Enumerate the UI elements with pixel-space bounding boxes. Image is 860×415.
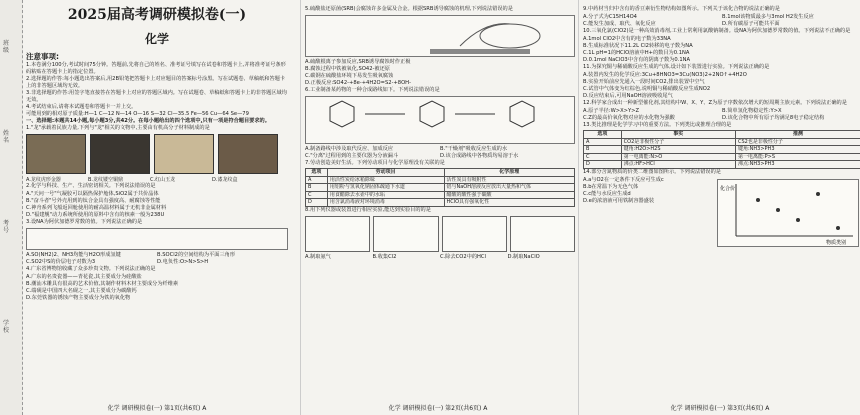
chart-x-label: 物质类别 bbox=[826, 239, 847, 246]
margin-label-name: 姓名 bbox=[3, 130, 10, 144]
table-cell: 沸点:HF>HCl bbox=[621, 161, 735, 169]
subject-title: 化学 bbox=[144, 32, 169, 46]
option: B.简单氢化物稳定性:Y>X bbox=[722, 108, 782, 114]
exam-title: 2025届高考调研模拟卷(一) bbox=[67, 7, 247, 23]
question-7: 7.劳动创造美好生活。下列劳动项目与化学原理没有关联的是 bbox=[305, 160, 445, 166]
table-cell: HClO具有强氧化性 bbox=[444, 199, 575, 207]
column-3 bbox=[578, 0, 860, 415]
option: D.该合成路线中各物质均易溶于水 bbox=[440, 153, 519, 159]
caption-d: D.制取NaClO bbox=[507, 253, 540, 260]
option: C.碳钢在硫酸盐环境下易发生吸氧腐蚀 bbox=[305, 73, 394, 79]
table-header: 选项 bbox=[584, 131, 622, 139]
apparatus-row bbox=[305, 216, 575, 252]
synthesis-route-svg bbox=[306, 97, 574, 143]
corrosion-diagram-svg bbox=[306, 16, 574, 56]
q14-options bbox=[583, 177, 713, 247]
question-2: 2.化学与科技、生产、生活密切相关。下列说法错误的是 bbox=[26, 183, 156, 189]
option: A.装置内发生的化学反应:3Cu+8HNO3=3Cu(NO3)2+2NO↑+4H2O bbox=[583, 72, 747, 78]
artifact-captions bbox=[26, 176, 288, 183]
option: C.c能与水反应生成d bbox=[583, 190, 631, 197]
question-12: 12.科学家合成出一种新型催化剂,其结构中W、X、Y、Z为原子序数依次增大的短周期主族元素。下列说法正确的是 bbox=[583, 100, 847, 106]
artifact-image-d bbox=[218, 134, 278, 174]
table-header: 推测 bbox=[735, 131, 860, 139]
table-cell: B bbox=[306, 184, 328, 192]
option: B.潮汕木雕具有很高的艺术价值,其制作材料木材主要成分为纤维素 bbox=[26, 281, 179, 287]
option: C.神舟系列飞船返回舱使用的耐高温材料属于无机非金属材料 bbox=[26, 205, 167, 211]
q9-options bbox=[583, 14, 860, 28]
option: C.1L pH=1的HClO溶液中H+的数目为0.1NA bbox=[583, 50, 690, 56]
table-cell: 用食醋除去水壶中的水垢 bbox=[327, 191, 444, 199]
option: D.正极反应:SO42-+8e-+4H2O=S2-+8OH- bbox=[305, 80, 411, 86]
page-footer: 化学 调研模拟卷(一) 第1页(共6页) A bbox=[107, 405, 207, 412]
question-14: 14.部分含氮物质的价类二维图如图所示。下列说法错误的是 bbox=[583, 168, 721, 175]
table-header: 选项 bbox=[306, 169, 328, 177]
option: B.腐蚀过程中铁被氧化,SO42-被还原 bbox=[305, 66, 390, 72]
table-row bbox=[306, 199, 575, 207]
margin-label-class: 班级 bbox=[3, 40, 10, 54]
analogy-table bbox=[583, 130, 860, 169]
option: B."奋斗者"号外壳用到的钛合金具有强度高、耐腐蚀等性能 bbox=[26, 198, 161, 204]
question-6: 6.工业制备某药物的一种合成路线如下。下列说法错误的是 bbox=[305, 87, 440, 93]
note-item: 4.考试结束后,请将本试题卷和答题卡一并上交。 bbox=[26, 104, 137, 110]
table-row bbox=[306, 184, 575, 192]
table-row bbox=[584, 153, 860, 161]
table-cell: 第一电离能:N>O bbox=[621, 153, 735, 161]
option: D.e的浓溶液可用铁制容器盛装 bbox=[583, 197, 655, 204]
table-header: 劳动项目 bbox=[327, 169, 444, 177]
table-cell: 活性炭具有吸附性 bbox=[444, 176, 575, 184]
corrosion-diagram bbox=[305, 15, 575, 57]
table-cell: 用铝粉与氢氧化钠固体疏通下水道 bbox=[327, 184, 444, 192]
table-cell: 沸点:NH3>PH3 bbox=[735, 161, 860, 169]
table-cell: 用含氯消毒液对环境消毒 bbox=[327, 199, 444, 207]
option: B."干燥剂"吸收反应生成的水 bbox=[440, 146, 508, 152]
table-cell: A bbox=[584, 138, 622, 146]
option: A.制备路线中涉及取代反应、加成反应 bbox=[305, 146, 394, 152]
option: D.0.1mol NaClO3中含有的阴离子数为0.1NA bbox=[583, 57, 691, 63]
caption-a: A.制取氨气 bbox=[305, 253, 331, 260]
table-header: 事实 bbox=[621, 131, 735, 139]
table-cell: 醋酸的酸性强于碳酸 bbox=[444, 191, 575, 199]
table-cell: 铝与NaOH溶液反应放出大量热和气体 bbox=[444, 184, 575, 192]
q3-options bbox=[26, 252, 288, 266]
option: B.b在常温下为无色气体 bbox=[583, 183, 639, 190]
option: C.试管中气体变为红棕色,说明铜与稀硝酸反应生成NO2 bbox=[583, 86, 711, 92]
option: D.电负性:O>N>S>H bbox=[157, 259, 209, 265]
table-cell: 键角:H2O>H2S bbox=[621, 146, 735, 154]
option: B.SOCl2的空间结构为平面三角形 bbox=[157, 252, 236, 258]
note-item: 1.本卷满分100分,考试时间75分钟。答题前,先将自己的姓名、准考证号填写在试卷和答题卡上,并将准考证号条形码粘贴在答题卡上的指定位置。 bbox=[26, 62, 286, 75]
option: A.广东的名贵瓷器——青花瓷,其主要成分为硅酸盐 bbox=[26, 274, 142, 280]
option: C."分离"过程用到的主要仪器为分液漏斗 bbox=[305, 153, 399, 159]
valence-chart bbox=[717, 179, 859, 247]
atomic-masses: 可能用到的相对原子质量:H—1 C—12 N—14 O—16 S—32 Cl—35.5 Fe—56 Cu—64 Se—79 bbox=[26, 111, 249, 117]
labor-table bbox=[305, 168, 575, 207]
option: A.a与O2在一定条件下反应可生成c bbox=[583, 176, 664, 183]
page-footer: 化学 调研模拟卷(一) 第3页(共6页) A bbox=[670, 405, 770, 412]
option: B.生成标准状况下11.2L Cl2转移的电子数为NA bbox=[583, 43, 693, 49]
option: D."福建舰"动力系统所使用的原料中含有的核素一般为238U bbox=[26, 212, 165, 218]
question-11: 11.为探究铜与稀硝酸反应生成的气体,设计如下装置进行实验。下列说法正确的是 bbox=[583, 64, 770, 70]
caption-b: B.收集Cl2 bbox=[372, 253, 397, 260]
table-row bbox=[306, 176, 575, 184]
table-cell: 键角:NH3>PH3 bbox=[735, 146, 860, 154]
option: B.1mol该物质最多与3mol H2发生反应 bbox=[722, 14, 814, 20]
table-cell: CO2是非极性分子 bbox=[621, 138, 735, 146]
table-cell: 用活性炭给冰箱除味 bbox=[327, 176, 444, 184]
option: C.能发生加成、取代、氧化反应 bbox=[583, 21, 656, 27]
artifact-images bbox=[26, 134, 288, 174]
option: A.原子半径:W>X>Y>Z bbox=[583, 108, 640, 114]
artifact-image-a bbox=[26, 134, 86, 174]
question-4: 4.广东省博物馆收藏了众多珍贵文物。下列说法正确的是 bbox=[26, 266, 156, 272]
option: D.该化合物中所有原子均满足8电子稳定结构 bbox=[722, 115, 825, 121]
option: C.端砚是中国四大名砚之一,其主要成分为碳酸钙 bbox=[26, 288, 137, 294]
option: A."天问一号"气凝胶可以隔热保护舱体,SiO2属于共价晶体 bbox=[26, 191, 159, 197]
section-heading: 一、选择题:本题共14小题,每小题3分,共42分。在每小题给出的四个选项中,只有一项是符合题目要求的。 bbox=[26, 118, 270, 124]
caption-a: A.龙纹虎形金器 bbox=[26, 177, 61, 183]
table-cell: D bbox=[306, 199, 328, 207]
caption-d: D.漆龙纹盒 bbox=[212, 177, 238, 183]
synthesis-route bbox=[305, 96, 575, 144]
caption-b: B.龙纹镂空铜鼎 bbox=[88, 177, 124, 183]
table-row bbox=[584, 138, 860, 146]
option: C.SO2中S的价层电子对数为3 bbox=[26, 259, 96, 265]
artifact-image-c bbox=[154, 134, 214, 174]
table-cell: 第一电离能:P>S bbox=[735, 153, 860, 161]
synthesis-scheme bbox=[26, 228, 288, 250]
question-5: 5.硫酸盐还原菌(SRB)会腐蚀许多金属及合金。根据SRB诱导腐蚀的机理,下列说法错误的是 bbox=[305, 6, 513, 12]
table-cell: C bbox=[584, 153, 622, 161]
option: A.SO(NH2)2、NH3均能与H2O形成氢键 bbox=[26, 252, 121, 258]
column-1 bbox=[26, 0, 288, 415]
table-row bbox=[584, 146, 860, 154]
q8-captions bbox=[305, 254, 575, 261]
note-item: 3.非选择题的作答:用签字笔直接答在答题卡上对应的答题区域内。写在试题卷、草稿纸和答题卡上的非答题区域均无效。 bbox=[26, 90, 287, 103]
option: D.反应结束后,可用NaOH溶液吸收尾气 bbox=[583, 93, 673, 99]
table-cell: CS2也是非极性分子 bbox=[735, 138, 860, 146]
table-cell: A bbox=[306, 176, 328, 184]
option: A.1mol ClO2中含有的电子数为33NA bbox=[583, 36, 671, 42]
option: A.分子式为C15H14O4 bbox=[583, 14, 637, 20]
option: D.所有碳原子可能共平面 bbox=[722, 21, 780, 27]
table-row bbox=[584, 161, 860, 169]
question-13: 13.类比推理是化学学习中的重要方法。下列类比或推理合理的是 bbox=[583, 122, 732, 128]
table-row bbox=[306, 191, 575, 199]
table-cell: C bbox=[306, 191, 328, 199]
caption-c: C.除去CO2中的HCl bbox=[440, 253, 486, 260]
valence-chart-svg bbox=[718, 180, 858, 246]
caption-c: C.红山玉龙 bbox=[150, 177, 176, 183]
margin-label-school: 学校 bbox=[3, 320, 10, 334]
table-cell: D bbox=[584, 161, 622, 169]
notes-heading: 注意事项: bbox=[26, 52, 59, 61]
option: D.东莞铁器的锈蚀产物主要成分为铁的氧化物 bbox=[26, 295, 131, 301]
q6-options bbox=[305, 146, 575, 160]
apparatus-c bbox=[442, 216, 507, 252]
column-2 bbox=[300, 0, 575, 415]
question-3: 3.设NA为阿伏加德罗常数的值。下列说法正确的是 bbox=[26, 219, 143, 225]
question-8: 8.用下列仪器或装置进行相应实验,能达到实验目的的是 bbox=[305, 206, 431, 213]
apparatus-b bbox=[373, 216, 438, 252]
chart-y-label: 化合价 bbox=[720, 185, 736, 192]
margin-label-id: 考号 bbox=[3, 220, 10, 234]
binding-margin bbox=[0, 0, 23, 415]
option: C.Z的最高价氧化物对应的水化物为强酸 bbox=[583, 115, 675, 121]
question-1: 1."龙"承载着民族力量,下列与"龙"相关的文物中,主要由有机高分子材料制成的是 bbox=[26, 125, 210, 131]
q12-options bbox=[583, 108, 860, 122]
page-footer: 化学 调研模拟卷(一) 第2页(共6页) A bbox=[388, 405, 488, 412]
question-9: 9.中药材当归中含有的香豆素衍生物结构如图所示。下列关于该化合物的说法正确的是 bbox=[583, 6, 780, 12]
note-item: 2.选择题的作答:每小题选出答案后,用2B铅笔把答题卡上对应题目的答案标号涂黑。写在试题卷、草稿纸和答题卡上的非答题区域均无效。 bbox=[26, 76, 286, 89]
table-header: 化学原理 bbox=[444, 169, 575, 177]
option: B.实验开始前应先通入一段时间CO2,排出装置中空气 bbox=[583, 79, 705, 85]
apparatus-a bbox=[305, 216, 370, 252]
q14-block bbox=[583, 177, 860, 247]
table-cell: B bbox=[584, 146, 622, 154]
question-10: 10.三氧化氯(ClO2)是一种高效消毒剂,工业上常利用氯酸钠制备。设NA为阿伏加德罗常数的值。下列说法不正确的是 bbox=[583, 28, 851, 34]
apparatus-d bbox=[510, 216, 575, 252]
artifact-image-b bbox=[90, 134, 150, 174]
option: A.硫酸根离子参加反应,SRB诱导腐蚀时作正极 bbox=[305, 59, 411, 65]
